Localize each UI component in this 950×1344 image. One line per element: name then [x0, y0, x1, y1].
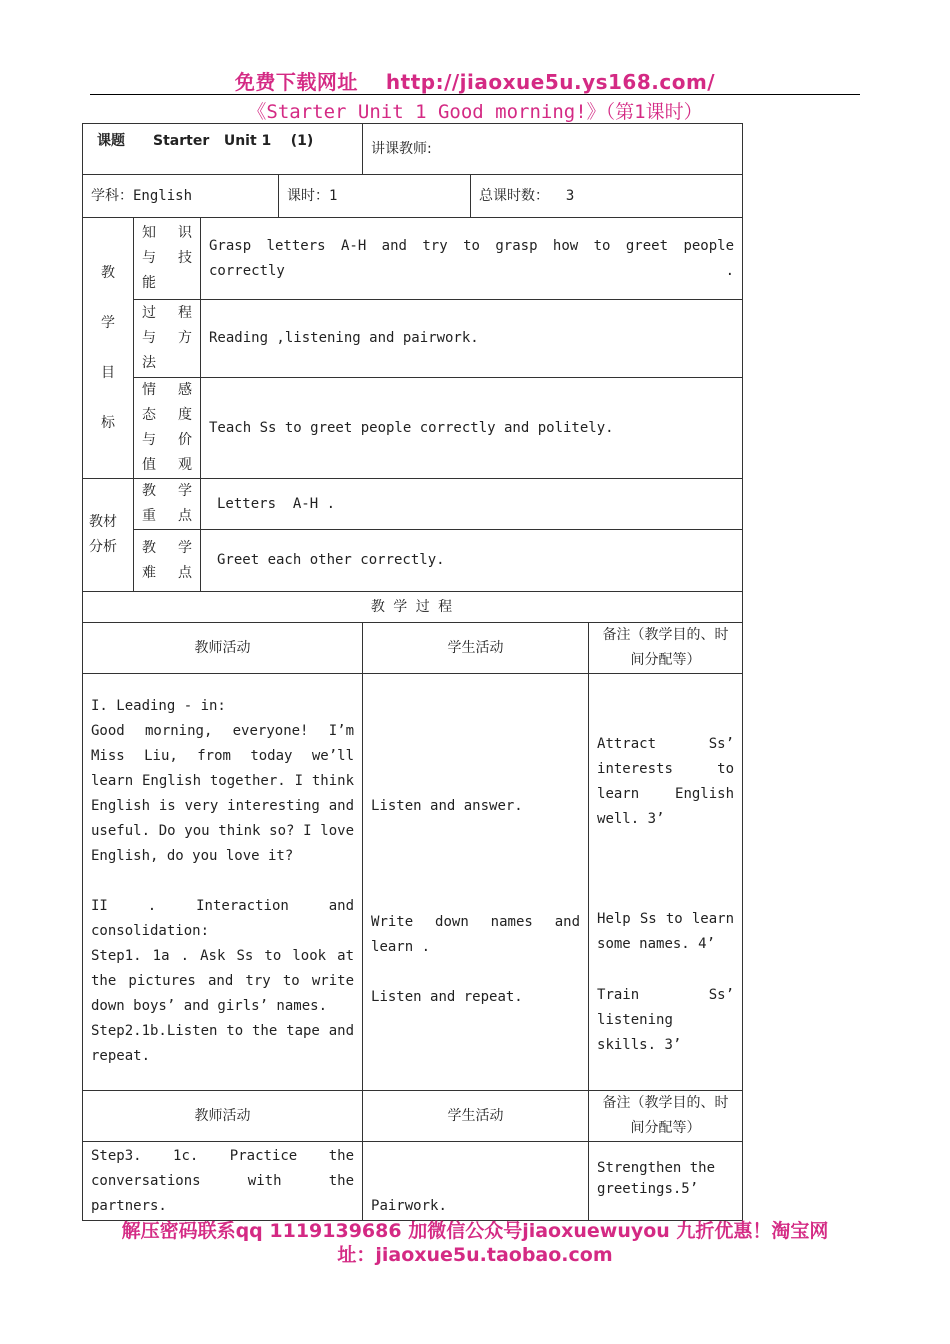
subject-cell: [83, 175, 279, 218]
period-cell: [279, 175, 471, 218]
student-activity-1: Listen and answer.: [371, 798, 523, 814]
note-3: Train Ss’ listening skills. 3’: [597, 987, 735, 1053]
notes-header: 备注（教学目的、时间分配等）: [589, 623, 743, 674]
teacher-activity-block-1: [83, 674, 363, 1091]
teacher-activity-block-2: [83, 1142, 363, 1221]
period-text: 课时：1: [287, 187, 338, 204]
lesson-label: 课题: [97, 133, 125, 149]
teacher-step-1: Step1. 1a . Ask Ss to look at the pictures and try to write down boys’ and girls’ names.: [91, 948, 355, 1014]
footer-line-2[interactable]: 址：jiaoxue5u.taobao.com: [337, 1244, 613, 1266]
student-activity-header: 学生活动: [363, 1091, 589, 1142]
student-activity-block-2: [363, 1142, 589, 1221]
lesson-topic-cell: [83, 124, 363, 175]
lesson-plan-table: [82, 123, 743, 1221]
process-methods-content: Reading ,listening and pairwork.: [201, 300, 743, 378]
footer-contact: [0, 1219, 950, 1267]
note-2: Help Ss to learn some names. 4’: [597, 911, 735, 952]
objectives-char: 标: [101, 415, 115, 431]
header-download-url: [0, 66, 950, 95]
process-methods-label: 过 程 与 方 法: [134, 300, 201, 378]
attitude-values-label: 情 感 态 度 与 价 值观: [134, 378, 201, 479]
document-title: 《Starter Unit 1 Good morning!》（第1课时）: [247, 101, 703, 123]
knowledge-skills-label: 知 识 与 技 能: [134, 218, 201, 300]
student-activity-2: Write down names and learn .: [371, 914, 581, 955]
analysis-label: 教材分析: [83, 479, 134, 592]
process-title: 教 学 过 程: [83, 592, 743, 623]
objectives-char: 学: [101, 315, 115, 331]
key-points-content: Letters A-H .: [201, 479, 743, 530]
teacher-cell: [363, 124, 743, 175]
header-site-label: 免费下载网址: [234, 70, 358, 94]
student-activity-pairwork: Pairwork.: [371, 1198, 447, 1214]
header-divider: [90, 94, 860, 95]
footer-line-1: 解压密码联系qq 1119139686 加微信公众号jiaoxuewuyou 九折优惠！淘宝网: [121, 1220, 829, 1242]
notes-block-2: [589, 1142, 743, 1221]
interaction-heading: II . Interaction and consolidation:: [91, 898, 355, 939]
student-activity-block-1: [363, 674, 589, 1091]
objectives-char: 目: [101, 365, 115, 381]
teacher-step-3: Step3. 1c. Practice the conversations with the partners.: [91, 1148, 355, 1214]
lesson-value: Starter Unit 1 (1): [153, 133, 314, 149]
leading-in-heading: I. Leading - in:: [91, 698, 226, 714]
notes-block-1: [589, 674, 743, 1091]
knowledge-skills-content: Grasp letters A-H and try to grasp how to greet people correctly .: [201, 218, 743, 300]
key-points-label: 教 学 重 点: [134, 479, 201, 530]
objectives-label: [83, 218, 134, 479]
subject-text: 学科：English: [91, 187, 193, 204]
student-activity-header: 学生活动: [363, 623, 589, 674]
difficult-points-label: 教 学 难 点: [134, 530, 201, 592]
student-activity-3: Listen and repeat.: [371, 989, 523, 1005]
note-1: Attract Ss’ interests to learn English well. 3’: [597, 736, 735, 827]
teacher-label: 讲课教师:: [371, 140, 432, 157]
difficult-points-content: Greet each other correctly.: [201, 530, 743, 592]
teacher-activity-header: 教师活动: [83, 623, 363, 674]
header-site-link[interactable]: http://jiaoxue5u.ys168.com/: [385, 70, 716, 94]
objectives-char: 教: [101, 265, 115, 281]
total-periods-cell: [471, 175, 743, 218]
attitude-values-content: Teach Ss to greet people correctly and politely.: [201, 378, 743, 479]
note-greetings: Strengthen the greetings.5’: [597, 1160, 716, 1197]
notes-header: 备注（教学目的、时间分配等）: [589, 1091, 743, 1142]
leading-in-speech: Good morning, everyone! I’m Miss Liu, from today we’ll learn English together. I think English is very interesting and useful. Do you think so? I love English, do you love it?: [91, 723, 355, 864]
total-periods-text: 总课时数： 3: [479, 187, 575, 204]
teacher-step-2: Step2.1b.Listen to the tape and repeat.: [91, 1023, 355, 1064]
teacher-activity-header: 教师活动: [83, 1091, 363, 1142]
